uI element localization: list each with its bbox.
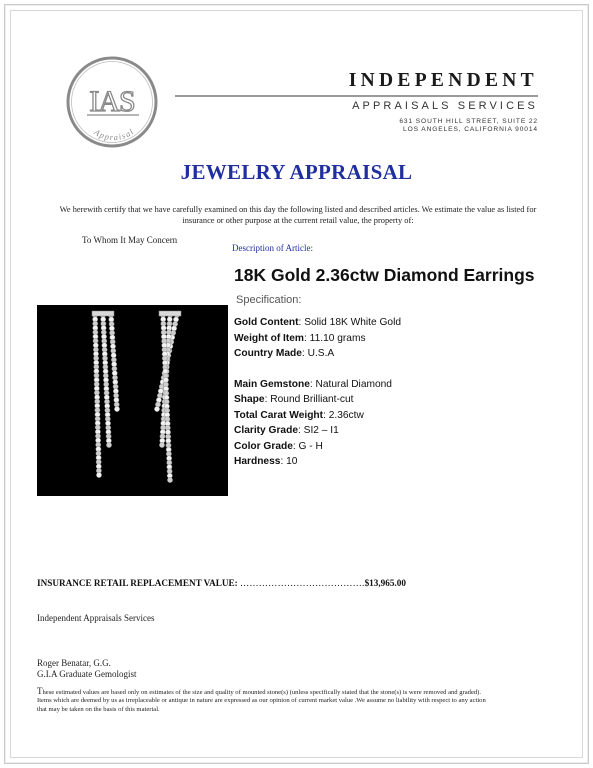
- insurance-value-row: [37, 578, 406, 588]
- spec-country: Country Made: U.S.A: [234, 348, 335, 359]
- company-name: INDEPENDENT: [348, 70, 538, 91]
- recipient: To Whom It May Concern: [82, 235, 178, 245]
- appraiser-block: [37, 658, 136, 680]
- company-subtitle: APPRAISALS SERVICES: [352, 100, 538, 112]
- insurance-value-amount: $13,965.00: [364, 578, 406, 588]
- earrings-illustration: [37, 305, 228, 496]
- spec-hardness: Hardness: 10: [234, 456, 298, 467]
- earrings-photo: [37, 305, 228, 496]
- header-rule: [175, 95, 538, 97]
- specification-list: [234, 315, 401, 470]
- spec-main-gemstone: Main Gemstone: Natural Diamond: [234, 378, 392, 390]
- certification-text: [48, 204, 548, 226]
- specification-label: Specification:: [236, 294, 302, 306]
- spec-shape: Shape: Round Brilliant-cut: [234, 394, 354, 405]
- disclaimer: These estimated values are based only on estimates of the size and quality of mounted stone(s) (unless specifically stated that the stone(s) is were removed and graded). Items which are deemed by us as irreplaceable or antique in nature are expressed as our opinion of current market value .We assume no liability with respect to any action that may be taken on the basis of this material.: [37, 686, 486, 713]
- appraiser-name: Roger Benatar, G.G.: [37, 658, 111, 668]
- document-title: JEWELRY APPRAISAL: [180, 160, 413, 184]
- spec-weight: Weight of Item: 11.10 grams: [234, 332, 366, 344]
- description-label: Description of Article:: [232, 243, 313, 253]
- insurance-value-label: INSURANCE RETAIL REPLACEMENT VALUE:: [37, 578, 238, 588]
- company-logo: [65, 55, 159, 149]
- left-earring-strand-3: [108, 312, 119, 411]
- signature-company: Independent Appraisals Services: [37, 613, 155, 623]
- item-title: 18K Gold 2.36ctw Diamond Earrings: [234, 265, 535, 285]
- company-address-line2: LOS ANGELES, CALIFORNIA 90014: [403, 126, 538, 133]
- company-address-line1: 631 SOUTH HILL STREET, SUITE 22: [399, 118, 538, 125]
- right-earring-top-bar: [159, 311, 181, 316]
- logo-text: IAS: [89, 85, 135, 118]
- insurance-value-dots: ………………………………….: [240, 578, 365, 588]
- certification-line2: insurance or other purpose at the current retail value, the property of:: [182, 216, 414, 225]
- left-earring-top-bar: [92, 311, 114, 316]
- company-header: [306, 70, 538, 92]
- spec-clarity: Clarity Grade: SI2 – I1: [234, 425, 339, 436]
- left-earring-strand-1: [92, 312, 101, 477]
- certification-line1: We herewith certify that we have carefully examined on this day the following listed and described articles. We estimate the value as listed for: [59, 205, 537, 214]
- spec-carat-weight: Total Carat Weight: 2.36ctw: [234, 409, 364, 421]
- logo-arc-text: Appraisal: [92, 126, 137, 143]
- appraiser-credential: G.I.A Graduate Gemologist: [37, 669, 137, 679]
- spec-color: Color Grade: G - H: [234, 440, 323, 452]
- spec-gold-content: Gold Content: Solid 18K White Gold: [234, 317, 402, 328]
